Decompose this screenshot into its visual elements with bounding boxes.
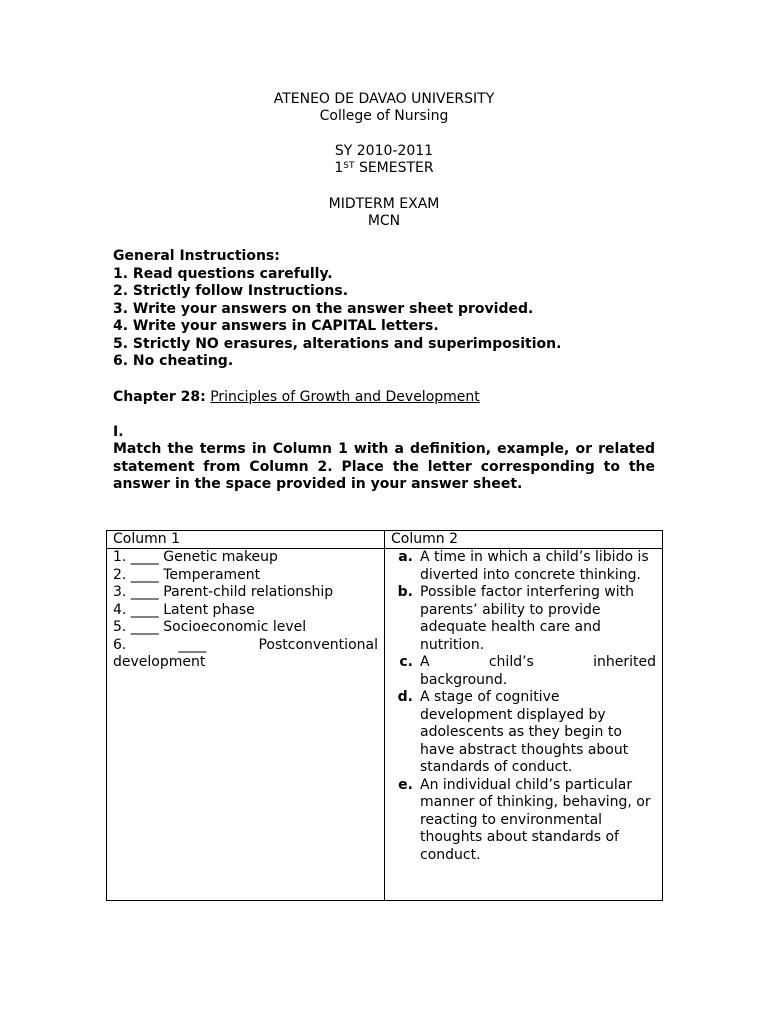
chapter-heading — [113, 389, 480, 406]
column-1-header: Column 1 — [113, 531, 180, 547]
option-text: An individual child’s particular manner of thinking, behaving, or reacting to environmental thoughts about standards of conduct. — [420, 776, 651, 863]
chapter-title: Principles of Growth and Development — [210, 389, 480, 405]
part-number: I. — [113, 424, 124, 440]
instruction-item: 6. No cheating. — [113, 353, 234, 369]
exam-title: MIDTERM EXAM — [328, 196, 440, 212]
instruction-item: 5. Strictly NO erasures, alterations and superimposition. — [113, 336, 562, 352]
definition-item — [391, 689, 656, 777]
semester-number: 1 — [334, 160, 344, 176]
term-item: 3. ____ Parent-child relationship — [113, 584, 334, 600]
term-item: 1. ____ Genetic makeup — [113, 549, 278, 565]
instruction-item: 1. Read questions carefully. — [113, 266, 333, 282]
option-letter: e. — [398, 776, 413, 793]
semester-suffix: ST — [343, 161, 355, 171]
column-2-header: Column 2 — [391, 531, 458, 547]
instruction-item: 3. Write your answers on the answer sheet provided. — [113, 301, 534, 317]
college-name: College of Nursing — [319, 108, 449, 124]
term-blank: ____ — [178, 636, 207, 653]
definition-item — [391, 584, 656, 654]
subject-code: MCN — [367, 213, 401, 229]
part-directions: Match the terms in Column 1 with a definition, example, or related statement from Column 2. Place the letter corresponding to the answer in the space provided in your answer sheet. — [113, 441, 655, 492]
definition-item — [391, 549, 656, 584]
option-text: Possible factor interfering with parents’ ability to provide adequate health care and nutrition. — [420, 584, 635, 653]
term-item — [113, 637, 378, 655]
definition-item — [391, 777, 656, 865]
option-letter: d. — [397, 689, 413, 705]
column-1-cell — [113, 549, 378, 672]
term-item: 4. ____ Latent phase — [113, 601, 255, 618]
option-text-line: background. — [420, 671, 508, 688]
term-item: 2. ____ Temperament — [113, 566, 261, 583]
semester-word: SEMESTER — [354, 160, 434, 176]
option-letter: a. — [398, 549, 413, 565]
instruction-item: 4. Write your answers in CAPITAL letters. — [113, 318, 439, 334]
semester — [0, 160, 768, 177]
option-text: A time in which a child’s libido is diverted into concrete thinking. — [420, 549, 649, 583]
option-letter: b. — [397, 584, 413, 600]
term-text: Postconventional — [258, 636, 378, 653]
option-text-line: A child’s inherited — [420, 654, 656, 670]
column-divider — [384, 531, 385, 900]
definition-item — [391, 654, 656, 689]
option-text — [420, 654, 656, 689]
instructions-title: General Instructions: — [113, 248, 280, 264]
term-number: 6. — [113, 636, 127, 653]
term-text-continued: development — [113, 654, 206, 670]
option-letter: c. — [399, 654, 413, 670]
option-text: A stage of cognitive development displayed by adolescents as they begin to have abstract thoughts about standards of conduct. — [420, 689, 629, 775]
chapter-label: Chapter 28: — [113, 389, 206, 405]
column-2-cell — [391, 549, 656, 864]
instruction-item: 2. Strictly follow Instructions. — [113, 283, 349, 299]
term-item: 5. ____ Socioeconomic level — [113, 619, 307, 635]
university-name: ATENEO DE DAVAO UNIVERSITY — [273, 91, 495, 107]
school-year: SY 2010-2011 — [334, 143, 434, 159]
matching-table — [106, 530, 663, 901]
